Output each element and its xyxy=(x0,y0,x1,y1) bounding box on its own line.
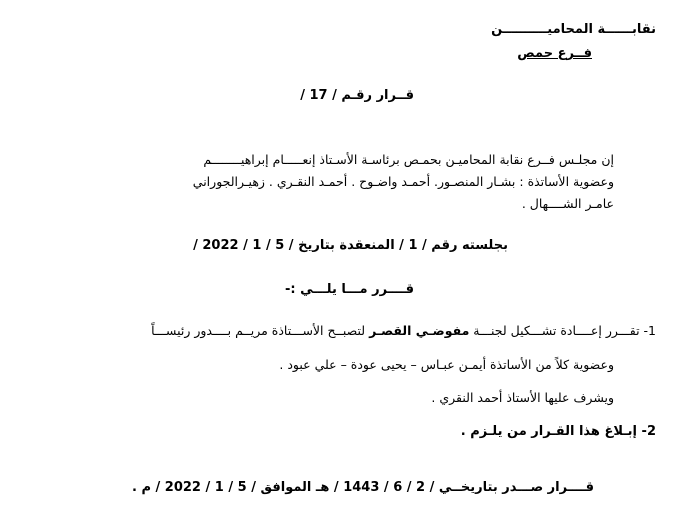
item-2 xyxy=(461,424,656,439)
branch-header: فــرع حمص xyxy=(517,46,592,61)
session-line: بجلسته رقم / 1 / المنعقدة بتاريخ / 5 / 1 / 2022 / xyxy=(193,238,508,253)
body-line-1: إن مجلـس فــرع نقابة المحاميـن بحمـص برئاسـة الأسـتاذ إنعـــــام إبراهيــــــــم xyxy=(203,152,614,167)
body-line-3: عامـر الشــــهال . xyxy=(521,196,614,211)
org-header: نقابــــــة المحاميــــــــــن xyxy=(491,22,656,37)
item-1 xyxy=(151,323,656,338)
item-2-number: 2- xyxy=(641,424,656,439)
item-1-text-before: تقـــرر إعــــادة تشـــكيل لجنـــة xyxy=(469,323,640,338)
item-1-number: 1- xyxy=(643,323,656,338)
body-line-2: وعضوية الأساتذة : بشـار المنصـور. أحمـد واضـوح . أحمـد النقـري . زهيـرالجوراني xyxy=(192,174,614,189)
item-1-line-2: وعضوية كلاً من الأساتذة أيمـن عبـاس – يحيى عودة – علي عبود . xyxy=(279,357,614,372)
item-1-line-3: ويشرف عليها الأستاذ أحمد النقري . xyxy=(431,390,614,405)
item-1-text-after: لتصبــح الأســـتاذة مريــم بــــدور رئيســـاً xyxy=(151,323,370,338)
decided-heading: قــــرر مـــا يلـــي :- xyxy=(285,282,414,297)
item-2-text: إبـلاغ هذا القـرار من يلـزم . xyxy=(460,424,638,439)
decision-number: قــرار رقـم / 17 / xyxy=(300,88,414,103)
item-1-committee-name: مفوضـي القصـر xyxy=(369,323,470,338)
footer-date: قــــرار صـــدر بتاريخــي / 2 / 6 / 1443 / هـ الموافق / 5 / 1 / 2022 / م . xyxy=(132,480,594,495)
